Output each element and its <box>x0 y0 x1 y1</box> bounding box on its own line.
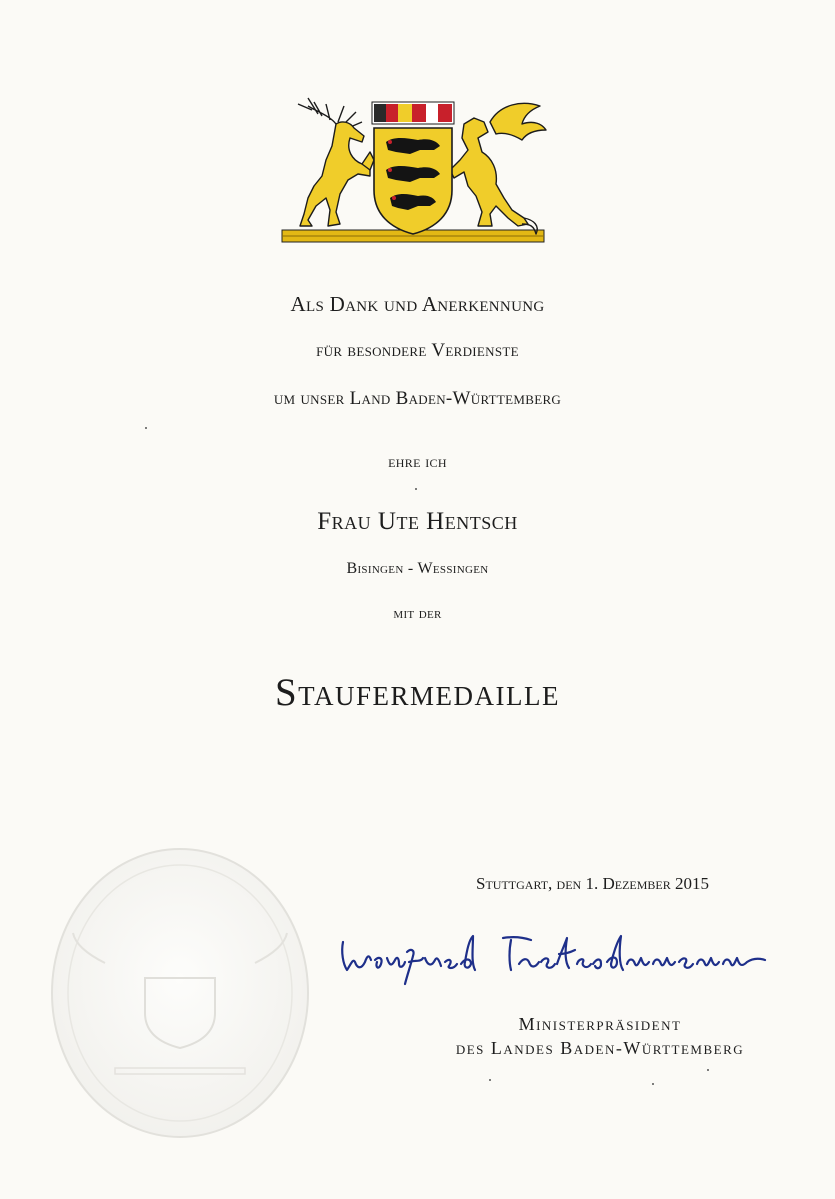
paper-speck <box>145 427 147 429</box>
issue-date: Stuttgart, den 1. Dezember 2015 <box>476 874 709 893</box>
dedication-line-1: Als Dank und Anerkennung <box>290 292 545 316</box>
coat-of-arms-icon <box>278 94 548 246</box>
dedication-line-4: ehre ich <box>388 452 447 471</box>
paper-speck <box>707 1069 709 1071</box>
connector-text: mit der <box>393 605 442 622</box>
office-title-line-1: Ministerpräsident <box>518 1014 682 1034</box>
signature-icon <box>335 928 775 988</box>
recipient-name: Frau Ute Hentsch <box>317 508 518 535</box>
recipient-place: Bisingen - Wessingen <box>346 560 489 577</box>
shield <box>372 102 454 234</box>
dedication-line-2: für besondere Verdienste <box>316 340 519 361</box>
paper-speck <box>415 488 417 490</box>
embossed-seal-icon <box>45 843 315 1143</box>
office-title-line-2: des Landes Baden-Württemberg <box>455 1038 745 1058</box>
award-title: Staufermedaille <box>274 671 560 714</box>
dedication-line-3: um unser Land Baden-Württemberg <box>273 388 562 409</box>
paper-speck <box>652 1083 654 1085</box>
paper-speck <box>489 1079 491 1081</box>
